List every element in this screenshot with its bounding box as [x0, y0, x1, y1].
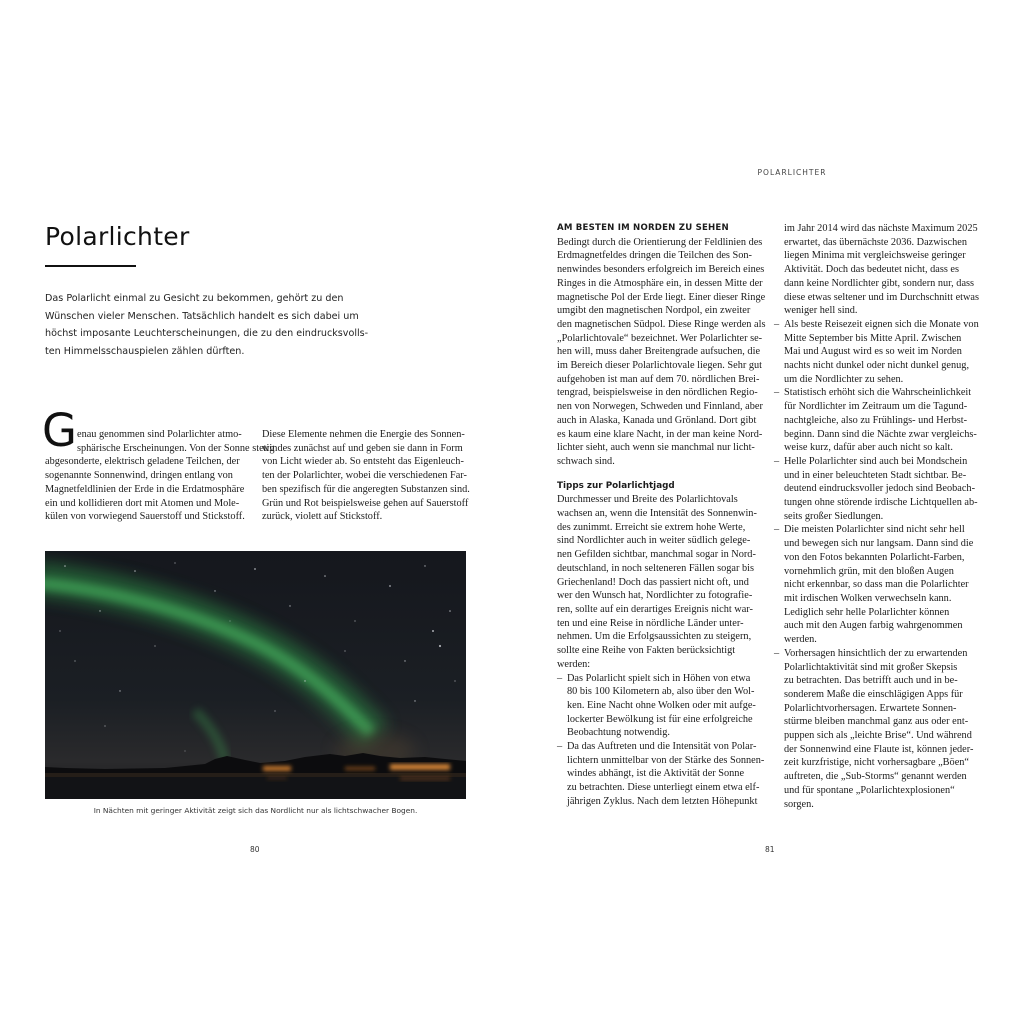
- dash-bullet: –: [774, 647, 780, 659]
- list-item-line: deutend eindrucksvoller jedoch sind Beobach-: [784, 483, 976, 495]
- list-item: [774, 386, 994, 455]
- section-heading: AM BESTEN IM NORDEN ZU SEHEN: [557, 223, 729, 233]
- body-line: sogenannte Sonnenwind, dringen entlang von: [45, 470, 233, 482]
- body-line: schwach sind.: [557, 455, 615, 467]
- body-line: sollte eine Reihe von Fakten berücksichtigt: [557, 645, 736, 657]
- list-item-line: 80 bis 100 Kilometern ab, also über den Wol-: [567, 686, 755, 698]
- list-item-line: stürme bleiben manchmal ganz aus oder ent-: [784, 716, 969, 728]
- list-item-line: weniger hell sind.: [784, 305, 858, 317]
- dash-bullet: –: [774, 455, 780, 467]
- aurora-photo: [45, 551, 466, 799]
- body-line: abgesonderte, elektrisch geladene Teilchen, der: [45, 456, 240, 468]
- body-line: külen von vorwiegend Sauerstoff und Stickstoff.: [45, 511, 245, 523]
- list-item-line: Polarlichtaktivität sind mit großer Skepsis: [784, 661, 958, 673]
- page-title: Polarlichter: [45, 222, 190, 251]
- list-item-line: windes abhängt, ist die Aktivität der Sonne: [567, 768, 745, 780]
- body-line: Magnetfeldlinien der Erde in die Erdatmosphäre: [45, 483, 245, 495]
- list-item-line: von den Fotos bekannten Polarlicht-Farben,: [784, 551, 965, 563]
- body-line: es kaum eine klare Nacht, in der man keine Nord-: [557, 428, 763, 440]
- list-item-line: Polarlichtvorhersagen. Erwartete Sonnen-: [784, 702, 957, 714]
- body-line: Ringes in die Atmosphäre ein, in dessen Mitte der: [557, 277, 763, 289]
- list-item-line: zu betrachten. Das betrifft auch und in be-: [784, 675, 958, 687]
- tips-list-part-1: [557, 672, 767, 809]
- list-item-line: dann keine Nordlichter gibt, sondern nur, dass: [784, 277, 975, 289]
- body-line: ein und kollidieren dort mit Atomen und Mole-: [45, 497, 240, 509]
- list-item-line: Mitte September bis Mitte April. Zwischen: [784, 332, 962, 344]
- list-item-line: diese etwas seltener und im Durchschnitt etwas: [784, 291, 980, 303]
- list-item-line: Aktivität. Doch das bedeutet nicht, dass es: [784, 264, 960, 276]
- list-item-line: zeit kurzfristige, nicht vorhersagbare „Böen“: [784, 757, 969, 769]
- body-column-2: [262, 428, 470, 524]
- list-item-line: Statistisch erhöht sich die Wahrscheinlichkeit: [784, 387, 972, 399]
- page-number: 80: [250, 845, 260, 854]
- list-item-line: liegen Minima mit vergleichsweise geringer: [784, 250, 966, 262]
- lead-line: Das Polarlicht einmal zu Gesicht zu bekommen, gehört zu den: [45, 293, 344, 304]
- body-line: magnetische Pol der Erde liegt. Einer dieser Ringe: [557, 291, 766, 303]
- lead-line: höchst imposante Leuchterscheinungen, die zu den eindrucksvolls-: [45, 328, 369, 339]
- body-line: auch in Alaska, Kanada und Grönland. Dort gibt: [557, 414, 757, 426]
- list-item-line: tungen ohne störende irdische Lichtquellen ab-: [784, 497, 978, 509]
- list-item-line: für Nordlichter im Zeitraum um die Tagund-: [784, 401, 968, 413]
- body-line: wer den Wunsch hat, Nordlichter zu fotografie-: [557, 590, 753, 602]
- list-item-line: beginn. Dann sind die Nächte zwar vergleichs-: [784, 428, 977, 440]
- lead-line: Wünschen vieler Menschen. Tatsächlich handelt es sich dabei um: [45, 310, 359, 322]
- list-item-line: jährigen Zyklus. Nach dem letzten Höhepunkt: [567, 795, 758, 807]
- dash-bullet: –: [774, 318, 780, 330]
- body-line: von Licht wieder ab. So entsteht das Eigenleuch-: [262, 456, 464, 468]
- list-item-line: ken. Eine Nacht ohne Wolken oder mit aufge-: [567, 699, 756, 711]
- list-item-line: Beobachtung notwendig.: [567, 727, 670, 739]
- section-text: [557, 236, 767, 469]
- body-line: ren, sollte auf ein derartiges Ereignis nicht war-: [557, 603, 753, 615]
- body-line: hen will, muss daher Breitengrade aufsuchen, die: [557, 346, 761, 358]
- list-item-line: und für spontane „Polarlichtexplosionen“: [784, 784, 955, 796]
- list-item-line: lichtern unmittelbar von der Stärke des Sonnen-: [567, 754, 765, 766]
- body-line: Griechenland! Doch das passiert nicht oft, und: [557, 576, 749, 588]
- body-line: windes zunächst auf und geben sie dann in Form: [262, 442, 463, 454]
- body-line: enau genommen sind Polarlichter atmo-: [77, 429, 242, 440]
- list-item: [774, 523, 994, 646]
- body-line: tengrad, beispielsweise in den nördlichen Regio-: [557, 387, 758, 399]
- body-line: wachsen an, wenn die Intensität des Sonnenwin-: [557, 508, 757, 520]
- list-item-line: weise kurz, dafür aber auch nicht so kalt.: [784, 442, 953, 454]
- list-item-line: Lediglich sehr helle Polarlichter können: [784, 606, 950, 618]
- list-item-line: nicht erkennbar, so dass man die Polarlichter: [784, 579, 969, 591]
- list-item-line: sorgen.: [784, 798, 814, 810]
- title-rule: [45, 265, 136, 267]
- body-line: sind Nordlichter auch in weiter südlich gelege-: [557, 535, 751, 547]
- list-item: [557, 672, 767, 741]
- running-head: POLARLICHTER: [757, 168, 827, 177]
- body-line: deutschland, in noch selteneren Fällen sogar bis: [557, 562, 755, 574]
- body-line: „Polarlichtovale“ bezeichnet. Wer Polarlichter se-: [557, 332, 763, 344]
- list-item-line: der Sonnenwind eine Flaute ist, können jeder-: [784, 743, 974, 755]
- list-item-line: mit irdischen Wolken verwechseln kann.: [784, 592, 952, 604]
- body-line: im Bereich dieser Polarlichtovale liegen. Sehr gut: [557, 360, 763, 372]
- dash-bullet: –: [557, 741, 563, 753]
- list-item: [774, 455, 994, 524]
- photo-caption: In Nächten mit geringer Aktivität zeigt sich das Nordlicht nur als lichtschwacher Bogen.: [93, 806, 418, 815]
- body-line: den magnetischen Südpol. Diese Ringe werden als: [557, 318, 766, 330]
- list-item-line: und in einer beleuchteten Stadt sichtbar. Be-: [784, 469, 967, 481]
- lead-paragraph: [45, 290, 369, 360]
- list-item-line: auch mit den Augen farbig wahrgenommen: [784, 620, 963, 632]
- list-item-line: seits großer Siedlungen.: [784, 510, 884, 522]
- list-item-line: auftreten, die „Sub-Storms“ genannt werden: [784, 771, 967, 783]
- body-column-4: [774, 222, 994, 811]
- list-item-line: um die Nordlichter zu sehen.: [784, 373, 904, 385]
- dash-bullet: –: [774, 387, 780, 399]
- dash-bullet: –: [774, 524, 780, 536]
- dash-bullet: –: [557, 672, 563, 684]
- body-line: aufgehoben ist man auf dem 70. nördlichen Brei-: [557, 373, 760, 385]
- drop-cap: G: [42, 404, 77, 457]
- list-item-line: vornehmlich grün, mit den bloßen Augen: [784, 565, 954, 577]
- body-line: ben spezifisch für die angeregten Substanzen sind.: [262, 483, 470, 495]
- tips-text: [557, 493, 767, 671]
- list-item-line: werden.: [784, 634, 817, 646]
- body-line: werden:: [557, 658, 591, 670]
- body-column-3: [557, 222, 767, 809]
- body-line: sphärische Erscheinungen. Von der Sonne stetig: [77, 442, 275, 454]
- page-number: 81: [765, 845, 775, 854]
- list-item-line: Helle Polarlichter sind auch bei Mondschein: [784, 455, 968, 467]
- list-item-line: Da das Auftreten und die Intensität von Polar-: [567, 741, 757, 753]
- list-item-line: erwartet, das übernächste 2036. Dazwischen: [784, 236, 967, 248]
- list-item-line: und bewegen sich nur langsam. Dann sind die: [784, 538, 974, 550]
- lead-line: ten Himmelsschauspielen zählen dürften.: [45, 345, 245, 357]
- body-line: nen von Norwegen, Schweden und Finnland, aber: [557, 401, 763, 413]
- list-item-line: nachts nicht dunkel oder nicht dunkel genug,: [784, 360, 970, 372]
- body-line: des zunimmt. Erreicht sie extrem hohe Werte,: [557, 521, 746, 533]
- body-line: nehmen. Um die Erfolgsaussichten zu steigern,: [557, 631, 752, 643]
- body-line: umgibt den magnetischen Nordpol, ein zweiter: [557, 305, 751, 317]
- body-line: lichter sieht, auch wenn sie manchmal nur licht-: [557, 442, 755, 454]
- list-item-line: Vorhersagen hinsichtlich der zu erwartenden: [784, 647, 968, 659]
- body-line: Durchmesser und Breite des Polarlichtovals: [557, 494, 738, 506]
- body-line: nen Gefilden sichtbar, manchmal sogar in Nord-: [557, 549, 756, 561]
- list-item-line: nachtgleiche, also zu Frühlings- und Herbst-: [784, 414, 968, 426]
- body-line: Bedingt durch die Orientierung der Feldlinien des: [557, 236, 763, 248]
- list-item-line: Das Polarlicht spielt sich in Höhen von etwa: [567, 672, 751, 684]
- list-item: [774, 647, 994, 811]
- list-item-line: im Jahr 2014 wird das nächste Maximum 2025: [784, 223, 978, 234]
- list-item-line: lockerter Bewölkung ist für eine erfolgreiche: [567, 713, 753, 725]
- body-line: ten der Polarlichter, wobei die verschiedenen Far-: [262, 470, 467, 482]
- list-item: [557, 740, 767, 809]
- list-item-line: sonderem Maße die einschlägigen Apps für: [784, 688, 963, 700]
- list-item-line: Mai und August wird es so weit im Norden: [784, 346, 962, 358]
- body-line: nenwindes besonders erfolgreich im Bereich eines: [557, 264, 765, 276]
- tips-heading: Tipps zur Polarlichtjagd: [557, 480, 675, 491]
- tips-list-part-2: [774, 318, 994, 811]
- body-line: zurück, violett auf Stickstoff.: [262, 511, 383, 523]
- body-line: ten und eine Reise in nördliche Länder unter-: [557, 617, 744, 629]
- list-item-line: zu betrachten. Diese unterliegt einem etwa elf-: [567, 782, 760, 794]
- right-page: [512, 0, 1024, 1024]
- list-item-line: Als beste Reisezeit eignen sich die Monate von: [784, 318, 979, 330]
- list-item-line: Die meisten Polarlichter sind nicht sehr hell: [784, 524, 965, 536]
- body-line: Diese Elemente nehmen die Energie des Sonnen-: [262, 429, 465, 440]
- list-item: [774, 318, 994, 387]
- body-line: Grün und Rot beispielsweise gehen auf Sauerstoff: [262, 497, 469, 509]
- body-column-1: [42, 404, 275, 524]
- body-line: Erdmagnetfeldes dringen die Teilchen des Son-: [557, 250, 752, 262]
- list-item-continuation: [774, 222, 994, 318]
- list-item-line: puppen sich als „leichte Brise“. Und während: [784, 730, 972, 742]
